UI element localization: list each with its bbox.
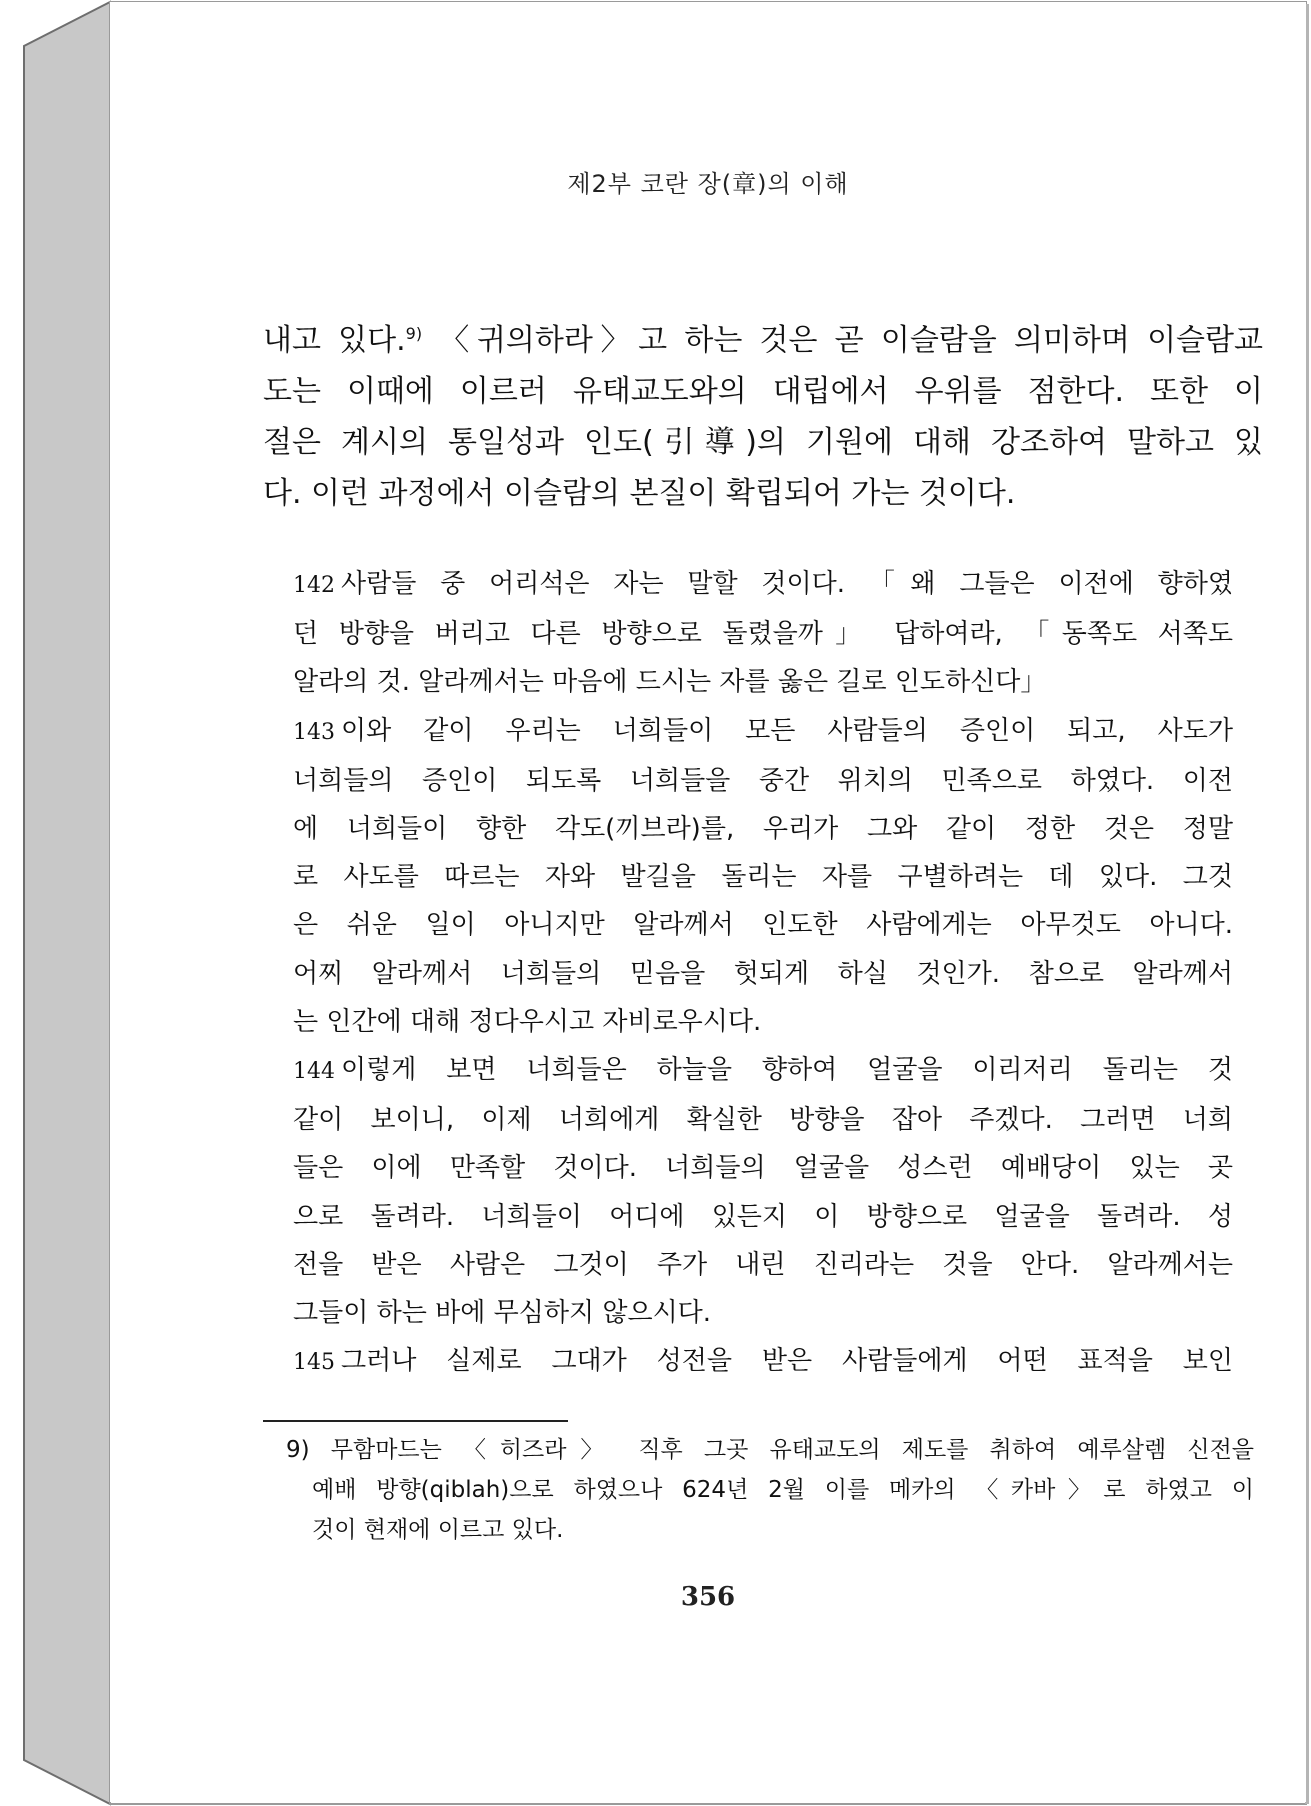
footnote-divider <box>263 1420 568 1422</box>
verse-block <box>293 560 1233 1387</box>
page-number: 356 <box>680 1582 736 1612</box>
verse-143-line: 는 인간에 대해 정다우시고 자비로우시다. <box>293 1006 762 1037</box>
footnote-block <box>286 1430 1254 1550</box>
verse-144-line: 들은 이에 만족할 것이다. 너희들의 얼굴을 성스런 예배당이 있는 곳 <box>293 1153 1233 1184</box>
verse-144-line: 같이 보이니, 이제 너희에게 확실한 방향을 잡아 주겠다. 그러면 너희 <box>293 1105 1233 1136</box>
verse-number: 145 <box>293 1350 335 1376</box>
intro-line: 도는 이때에 이르러 유태교도와의 대립에서 우위를 점한다. 또한 이 <box>263 374 1263 409</box>
verse-144-line: 그들이 하는 바에 무심하지 않으시다. <box>293 1298 712 1329</box>
intro-line: 내고 있다.$^{9)}$ 〈귀의하라〉고 하는 것은 곧 이슬람을 의미하며 이슬람교 <box>263 323 1263 358</box>
book-page <box>110 2 1306 1802</box>
verse-143-line: 143 이와 같이 우리는 너희들이 모든 사람들의 증인이 되고, 사도가 <box>293 715 1233 746</box>
verse-number: 144 <box>293 1059 335 1085</box>
running-header: 제2부 코란 장(章)의 이해 <box>567 170 849 198</box>
intro-line: 다. 이런 과정에서 이슬람의 본질이 확립되어 가는 것이다. <box>263 476 1016 511</box>
verse-144-line: 으로 돌려라. 너희들이 어디에 있든지 이 방향으로 얼굴을 돌려라. 성 <box>293 1201 1233 1232</box>
verse-143-line: 에 너희들이 향한 각도(끼브라)를, 우리가 그와 같이 정한 것은 정말 <box>293 814 1233 845</box>
footnote-marker: 9) <box>286 1437 310 1463</box>
intro-line: 절은 계시의 통일성과 인도(引導)의 기원에 대해 강조하여 말하고 있 <box>263 425 1263 460</box>
verse-144-line: 144 이렇게 보면 너희들은 하늘을 향하여 얼굴을 이리저리 돌리는 것 <box>293 1055 1233 1086</box>
verse-143-line: 로 사도를 따르는 자와 발길을 돌리는 자를 구별하려는 데 있다. 그것 <box>293 862 1233 893</box>
book-left-edge <box>24 2 110 1804</box>
verse-144-line: 전을 받은 사람은 그것이 주가 내린 진리라는 것을 안다. 알라께서는 <box>293 1249 1233 1280</box>
verse-number: 142 <box>293 573 335 598</box>
footnote-reference[interactable]: 9) <box>405 324 423 343</box>
footnote-line: 예배 방향(qiblah)으로 하였으나 624년 2월 이를 메카의 〈카바〉로 하였고 이 <box>312 1477 1254 1503</box>
page-content <box>110 2 1306 1802</box>
verse-142-line: 알라의 것. 알라께서는 마음에 드시는 자를 옳은 길로 인도하신다」 <box>293 667 1047 698</box>
verse-142-line: 142 사람들 중 어리석은 자는 말할 것이다. 「왜 그들은 이전에 향하였 <box>293 569 1233 599</box>
verse-143-line: 너희들의 증인이 되도록 너희들을 중간 위치의 민족으로 하였다. 이전 <box>293 765 1233 796</box>
verse-145-line: 145 그러나 실제로 그대가 성전을 받은 사람들에게 어떤 표적을 보인 <box>293 1346 1233 1377</box>
footnote-line: 것이 현재에 이르고 있다. <box>312 1517 564 1543</box>
verse-143-line: 은 쉬운 일이 아니지만 알라께서 인도한 사람에게는 아무것도 아니다. <box>293 910 1233 941</box>
intro-paragraph <box>263 315 1263 519</box>
verse-142-line: 던 방향을 버리고 다른 방향으로 돌렸을까」 답하여라, 「동쪽도 서쪽도 <box>293 619 1233 650</box>
verse-143-line: 어찌 알라께서 너희들의 믿음을 헛되게 하실 것인가. 참으로 알라께서 <box>293 958 1233 989</box>
footnote-line: 9) 무함마드는 〈히즈라〉 직후 그곳 유태교도의 제도를 취하여 예루살렘 신전을 <box>286 1437 1255 1463</box>
verse-number: 143 <box>293 719 335 745</box>
